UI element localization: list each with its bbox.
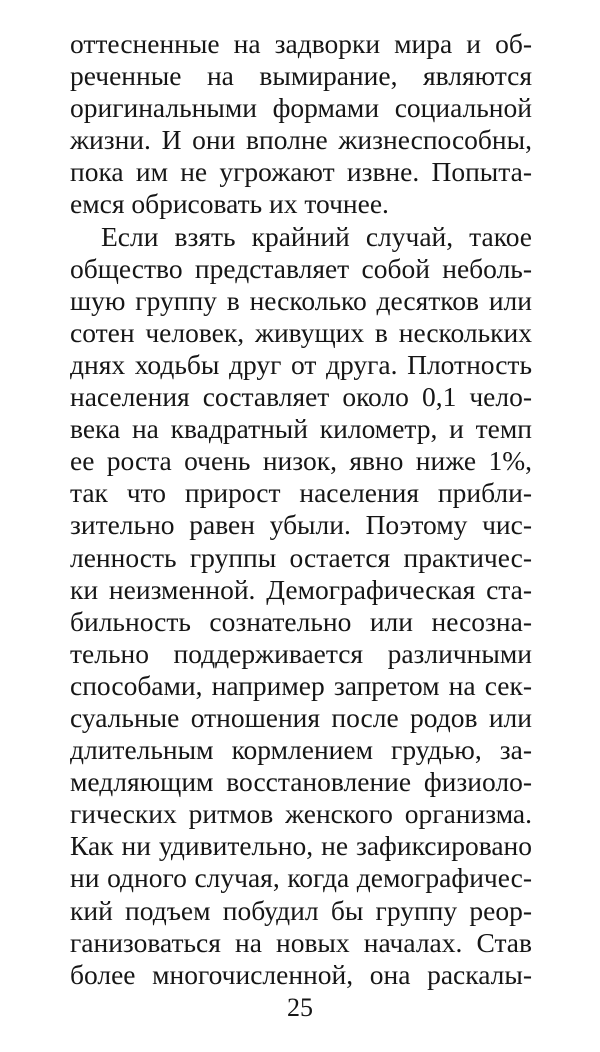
paragraph	[70, 221, 532, 991]
text-line: ганизоваться на новых началах. Став	[70, 926, 532, 958]
text-line: оттесненные на задворки мира и об-	[70, 28, 532, 59]
text-line: так что прирост населения прибли-	[70, 477, 532, 509]
text-line: ни одного случая, когда демографичес-	[70, 862, 532, 894]
text-line: суальные отношения после родов или	[70, 701, 532, 733]
text-line: медляющим восстановление физиоло-	[70, 766, 532, 798]
text-line: оригинальными формами социальной	[70, 92, 532, 124]
text-line: реченные на вымирание, являются	[70, 60, 532, 92]
text-line: ленность группы остается практичес-	[70, 541, 532, 573]
text-line: тельно поддерживается различными	[70, 637, 532, 669]
body-text	[70, 28, 532, 991]
text-line: длительным кормлением грудью, за-	[70, 734, 532, 766]
paragraph-continuation	[70, 28, 532, 221]
text-line: бильность сознательно или несозна-	[70, 605, 532, 637]
text-line: общество представляет собой неболь-	[70, 252, 532, 284]
text-line: Как ни удивительно, не зафиксировано	[70, 830, 532, 862]
text-line: века на квадратный километр, и темп	[70, 413, 532, 445]
text-line: ее роста очень низок, явно ниже 1%,	[70, 445, 532, 477]
text-line: сотен человек, живущих в нескольких	[70, 316, 532, 348]
text-line: способами, например запретом на сек-	[70, 669, 532, 701]
text-line: Если взять крайний случай, такое	[101, 220, 532, 252]
text-line: населения составляет около 0,1 чело-	[70, 381, 532, 413]
text-line: зительно равен убыли. Поэтому чис-	[70, 509, 532, 541]
page-number: 25	[287, 993, 313, 1022]
text-line: более многочисленной, она раскалы-	[70, 958, 532, 990]
text-line: кий подъем побудил бы группу реор-	[70, 894, 532, 926]
text-line: днях ходьбы друг от друга. Плотность	[70, 348, 532, 380]
text-line: ки неизменной. Демографическая ста-	[70, 573, 532, 605]
text-line: жизни. И они вполне жизнеспособны,	[70, 124, 532, 156]
text-line: гических ритмов женского организма.	[70, 798, 532, 830]
text-line: емся обрисовать их точнее.	[70, 188, 389, 220]
text-line: шую группу в несколько десятков или	[70, 284, 532, 316]
text-line: пока им не угрожают извне. Попыта-	[70, 156, 532, 188]
